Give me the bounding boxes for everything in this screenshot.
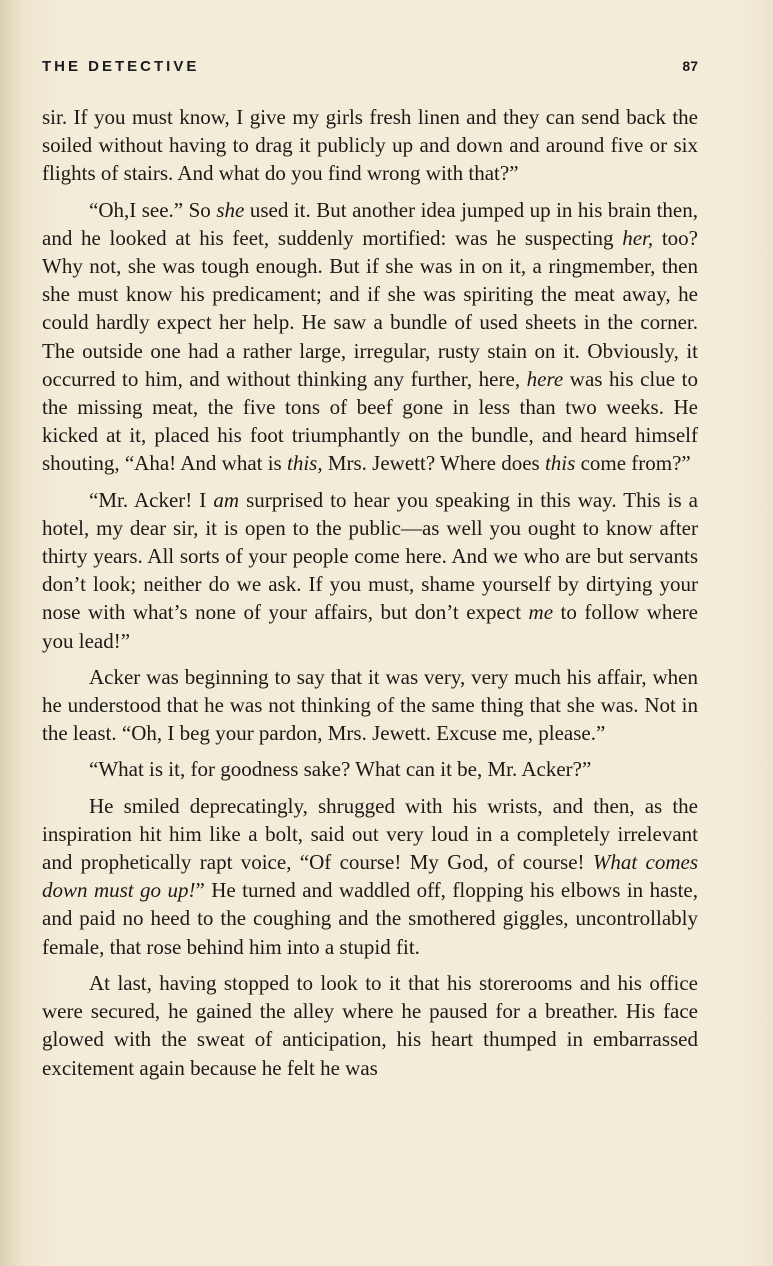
italic-run: her, (622, 225, 654, 250)
text-run: He smiled deprecatingly, shrugged with his wrists, and then, as the inspiration hit him like a bolt, said out very loud in a completely irrelevant and prophetically rapt voice, “Of course! My God, of course! (42, 793, 698, 875)
paragraph (42, 969, 698, 1082)
text-run: come from?” (575, 451, 691, 476)
text-run: ” He turned and waddled off, flopping his elbows in haste, and paid no heed to the coughing and the smothered giggles, uncontrollably female, that rose behind him into a stupid fit. (42, 878, 698, 959)
text-run: to follow where you lead!” (42, 600, 698, 653)
body-text (42, 103, 698, 1082)
paragraph (42, 663, 698, 748)
text-run: Acker was beginning to say that it was very, very much his affair, when he understood that he was not thinking of the same thing that she was. Not in the least. “Oh, I beg your pardon, Mrs. Jewett. Excuse me, please.” (42, 664, 698, 746)
text-run: Mrs. Jewett? Where does (322, 451, 545, 476)
text-run: was his clue to the missing meat, the five tons of beef gone in less than two weeks. He kicked at it, placed his foot triumphantly on the bundle, and heard himself shouting, “Aha! And what is (42, 366, 698, 476)
text-run: surprised to hear you speaking in this way. This is a hotel, my dear sir, it is open to the public—as well you ought to know after thirty years. All sorts of your people come here. And we who are but servants don’t look; neither do we ask. If you must, shame yourself by dirtying your nose with what’s none of your affairs, but don’t expect (42, 487, 698, 625)
running-title: THE DETECTIVE (42, 58, 200, 75)
paragraph (42, 792, 698, 961)
running-header (42, 58, 698, 75)
italic-run: this, (286, 451, 323, 476)
paragraph (42, 486, 698, 655)
italic-run: me (528, 600, 554, 625)
text-run: sir. If you must know, I give my girls fresh linen and they can send back the soiled without having to drag it publicly up and down and around five or six flights of stairs. And what do you find wrong with that?” (42, 105, 698, 186)
italic-run: What comes down must go up! (42, 850, 699, 903)
paragraph (42, 196, 698, 478)
page-number: 87 (682, 58, 698, 74)
italic-run: am (213, 487, 240, 512)
italic-run: here (526, 366, 564, 391)
text-run: used it. But another idea jumped up in his brain then, and he looked at his feet, suddenly mortified: was he suspecting (42, 197, 698, 250)
paragraph (42, 755, 698, 783)
text-run: “What is it, for goodness sake? What can it be, Mr. Acker?” (89, 757, 592, 782)
text-run: At last, having stopped to look to it that his storerooms and his office were secured, he gained the alley where he paused for a breather. His face glowed with the sweat of anticipation, his heart thumped in embarrassed excitement again because he felt he was (42, 970, 698, 1080)
text-run: too? Why not, she was tough enough. But if she was in on it, a ringmember, then she must know his predicament; and if she was spiriting the meat away, he could hardly expect her help. He saw a bundle of used sheets in the corner. The outside one had a rather large, irregular, rusty stain on it. Obviously, it occurred to him, and without thinking any further, here, (42, 225, 699, 391)
text-run: “Mr. Acker! I (89, 487, 214, 512)
italic-run: this (544, 451, 576, 476)
italic-run: she (216, 197, 245, 222)
paragraph (42, 103, 698, 188)
text-run: “Oh,I see.” So (89, 197, 217, 222)
